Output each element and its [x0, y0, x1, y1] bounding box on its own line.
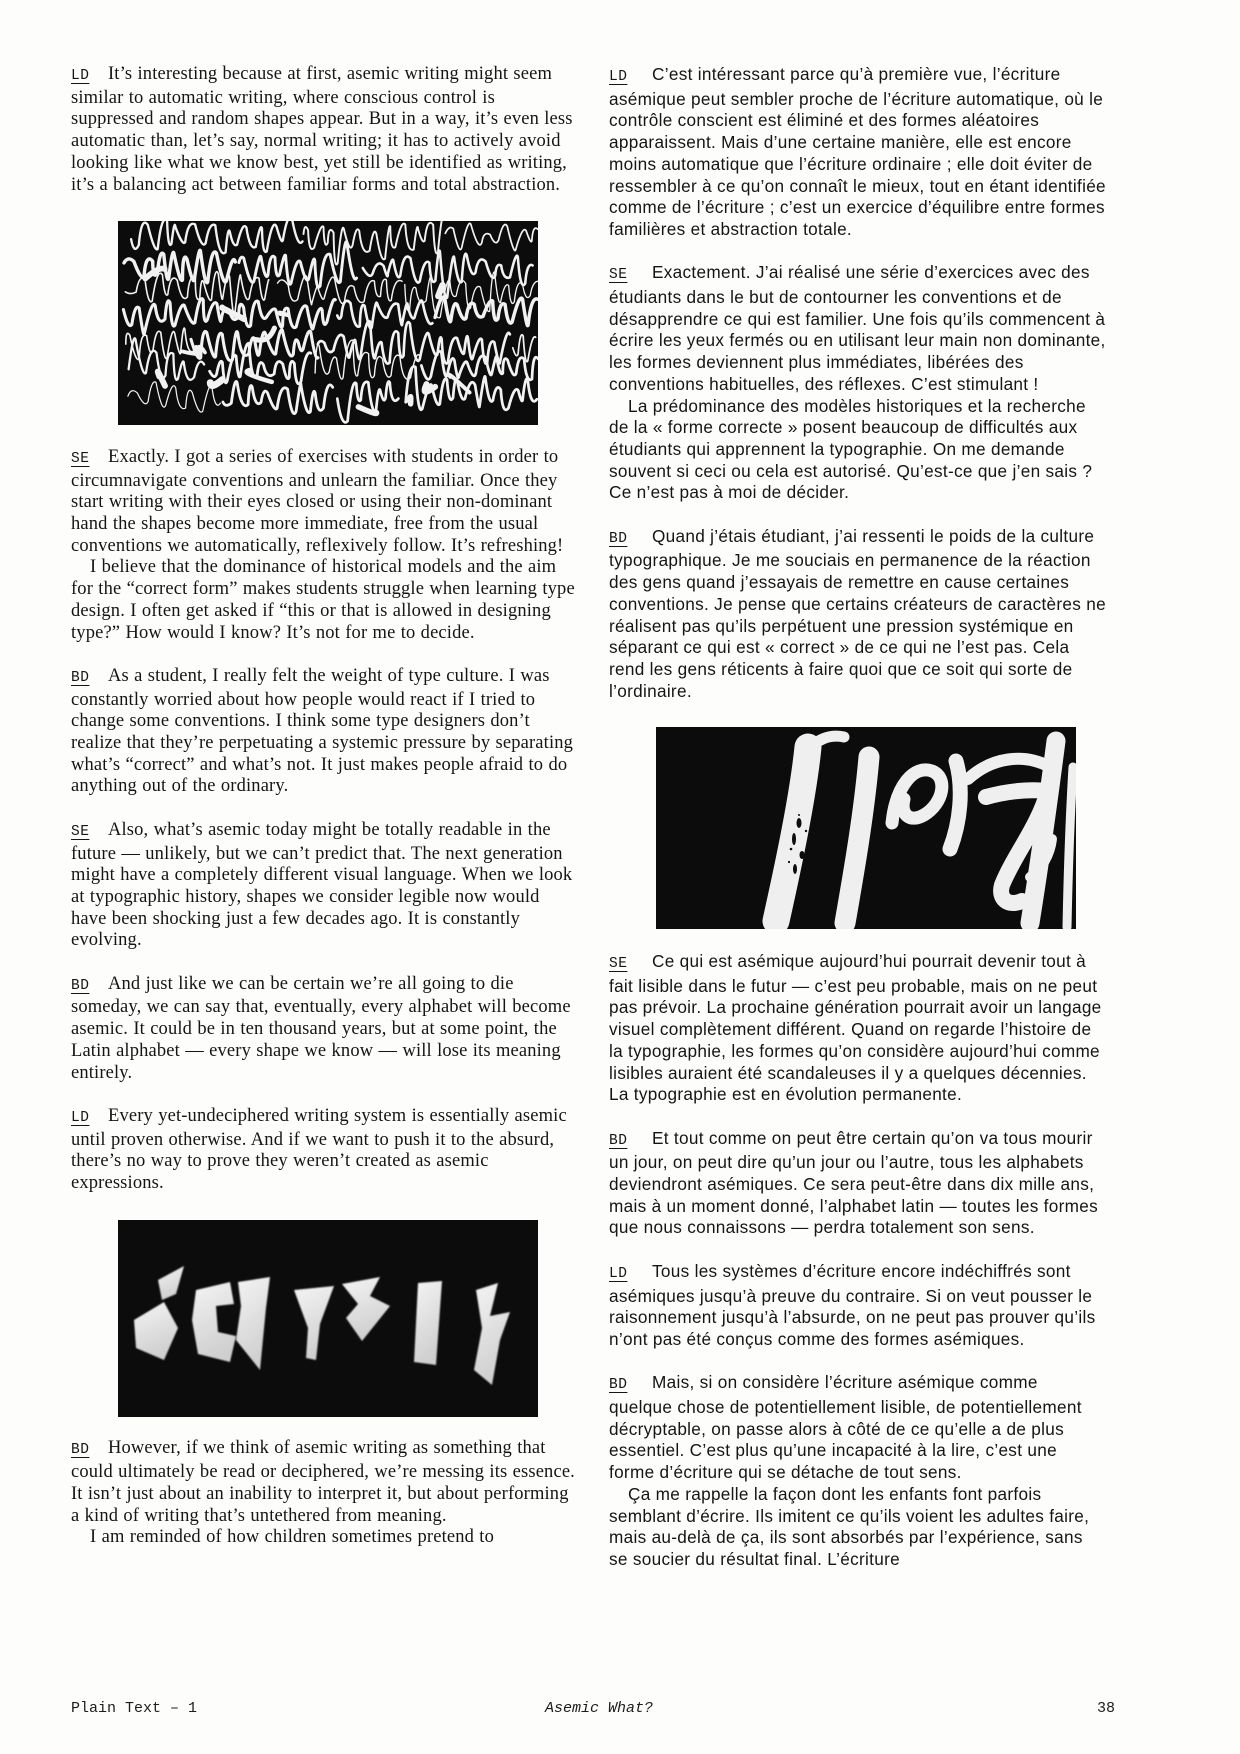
- dialogue-paragraph: SE Ce qui est asémique aujourd’hui pourrait devenir tout à fait lisible dans le futur — c’est peu probable, mais on ne peut pas prévoir. La prochaine génération pourrait avoir un langage visuel complètement différent. Quand on regarde l’histoire de la typographie, les formes qu’on considère aujourd’hui comme lisibles auraient été scandaleuses il y a quelques décennies. La typographie est en évolution permanente.: [609, 951, 1102, 1105]
- footer-page-number: 38: [1097, 1700, 1116, 1717]
- speaker-label-se: SE: [609, 956, 628, 973]
- speaker-label-bd: BD: [609, 1377, 628, 1394]
- dialogue-paragraph: LD It’s interesting because at first, asemic writing might seem similar to automatic writing, where conscious control is suppressed and random shapes appear. But in a way, it’s even less automatic than, let’s say, normal writing; it has to actively avoid looking like what we know best, yet still be identified as writing, it’s a balancing act between familiar forms and total abstraction.: [71, 64, 573, 195]
- dialogue-paragraph: BD Quand j’étais étudiant, j’ai ressenti le poids de la culture typographique. Je me souciais en permanence de la réaction des gens quand j’essayais de remettre en cause certaines conventions. Je pense que certains créateurs de caractères ne réalisent pas qu’ils perpétuent une pression systémique en séparant ce qui est « correct » de ce qui ne l’est pas. Cela rend les gens réticents à faire quoi que ce soit qui sorte de l’ordinaire.: [609, 525, 1106, 701]
- dialogue-paragraph: SE Exactement. J’ai réalisé une série d’exercices avec des étudiants dans le but de contourner les conventions et de désapprendre ce qui est familier. Une fois qu’ils commencent à écrire les yeux fermés ou en utilisant leur main non dominante, les formes deviennent plus immédiates, libérées des conventions habituelles, des réflexes. C’est stimulant !: [609, 262, 1106, 394]
- speaker-label-ld: LD: [609, 69, 628, 85]
- speaker-label-bd: BD: [71, 1442, 90, 1459]
- dialogue-paragraph-continued: La prédominance des modèles historiques et la recherche de la « forme correcte » posent beaucoup de difficultés aux étudiants qui apprennent la typographie. On me demande souvent si ceci ou cela est autorisé. Qu’est-ce que j’en sais ? Ce n’est pas à moi de décider.: [609, 395, 1093, 503]
- dialogue-paragraph: LD Every yet-undeciphered writing system is essentially asemic until proven otherwise. And if we want to push it to the absurd, there’s no way to prove they weren’t created as asemic expressions.: [71, 1105, 567, 1194]
- column-english: [71, 64, 579, 1549]
- dialogue-paragraph-continued: I am reminded of how children sometimes pretend to: [90, 1527, 495, 1548]
- speaker-label-se: SE: [71, 450, 90, 467]
- speaker-label-ld: LD: [609, 1265, 628, 1282]
- speaker-label-ld: LD: [71, 1109, 90, 1126]
- dialogue-paragraph: LD Tous les systèmes d’écriture encore indéchiffrés sont asémiques jusqu’à preuve du contraire. Si on veut pousser le raisonnement jusqu’à l’absurde, on ne peut pas prouver qu’ils n’ont pas été conçus comme des formes asémiques.: [609, 1260, 1096, 1349]
- speaker-label-bd: BD: [71, 669, 90, 686]
- speaker-label-ld: LD: [71, 68, 90, 84]
- speaker-label-bd: BD: [71, 977, 90, 994]
- dialogue-paragraph: BD And just like we can be certain we’re all going to die someday, we can say that, eventually, every alphabet will become asemic. It could be in ten thousand years, but at some point, the Latin alphabet — every shape we know — will lose its meaning entirely.: [71, 973, 571, 1083]
- dialogue-paragraph-continued: I believe that the dominance of historical models and the aim for the “correct form” makes students struggle when learning type design. I often get asked if “this or that is allowed in designing type?” How would I know? It’s not for me to decide.: [71, 557, 575, 643]
- speaker-label-se: SE: [609, 267, 628, 284]
- dialogue-paragraph: LD C’est intéressant parce qu’à première vue, l’écriture asémique peut sembler proche de l’écriture automatique, où le contrôle conscient est éliminé et des formes aléatoires apparaissent. Mais d’une certaine manière, elle est encore moins automatique que l’écriture ordinaire ; elle doit éviter de ressembler à ce qu’on connaît le mieux, tout en étant identifiée comme de l’écriture ; c’est un exercice d’équilibre entre formes familières et abstraction totale.: [609, 64, 1106, 239]
- dialogue-paragraph: BD Mais, si on considère l’écriture asémique comme quelque chose de potentiellement lisible, de potentiellement décryptable, on passe alors à côté de ce qu’elle a de plus essentiel. C’est plus qu’une incapacité à la lire, c’est une forme d’écriture qui se détache de tout sens.: [609, 1372, 1082, 1483]
- speaker-label-bd: BD: [609, 530, 628, 547]
- dialogue-paragraph: BD However, if we think of asemic writing as something that could ultimately be read or deciphered, we’re messing its essence. It isn’t just about an inability to interpret it, but about performing a kind of writing that’s untethered from meaning.: [71, 1438, 575, 1526]
- speaker-label-se: SE: [71, 823, 90, 840]
- asemic-brush-strokes-image: [656, 727, 1076, 929]
- dialogue-paragraph: SE Also, what’s asemic today might be totally readable in the future — unlikely, but we can’t predict that. The next generation might have a completely different visual language. When we look at typographic history, shapes we consider legible now would have been shocking just a few decades ago. It is constantly evolving.: [71, 819, 573, 951]
- dialogue-paragraph-continued: Ça me rappelle la façon dont les enfants font parfois semblant d’écrire. Ils imitent ce qu’ils voient les adultes faire, mais au-delà de ça, ils sont absorbés par l’expérience, sans se soucier du résultat final. L’écriture: [609, 1483, 1090, 1569]
- column-french: [609, 64, 1106, 1571]
- figure-asemic-brush-strokes: [656, 727, 1106, 929]
- asemic-cutout-glyphs-image: [118, 1220, 538, 1417]
- dialogue-paragraph: SE Exactly. I got a series of exercises with students in order to circumnavigate conventions and unlearn the familiar. Once they start writing with their eyes closed or using their non-dominant hand the shapes become more immediate, free from the usual conventions we automatically, reflexively follow. It’s refreshing!: [71, 446, 564, 556]
- footer-article-title: Asemic What?: [545, 1700, 654, 1717]
- speaker-label-bd: BD: [609, 1132, 628, 1149]
- footer-publication-title: Plain Text – 1: [71, 1700, 198, 1717]
- dialogue-paragraph: BD As a student, I really felt the weight of type culture. I was constantly worried about how people would react if I tried to change some conventions. I think some type designers don’t realize that they’re perpetuating a systemic pressure by separating what’s “correct” and what’s not. It just makes people afraid to do anything out of the ordinary.: [71, 665, 574, 797]
- dialogue-paragraph: BD Et tout comme on peut être certain qu’on va tous mourir un jour, on peut dire qu’un jour ou l’autre, tous les alphabets deviendront asémiques. Ce sera peut-être dans dix mille ans, mais à un moment donné, l’alphabet latin — toutes les formes que nous connaissons — perdra totalement son sens.: [609, 1127, 1098, 1238]
- figure-asemic-torn-paper-glyphs: [118, 1220, 579, 1417]
- figure-asemic-scribble-handwriting: [118, 221, 579, 425]
- page-footer: [0, 1700, 1240, 1724]
- asemic-scribble-image: [118, 221, 538, 425]
